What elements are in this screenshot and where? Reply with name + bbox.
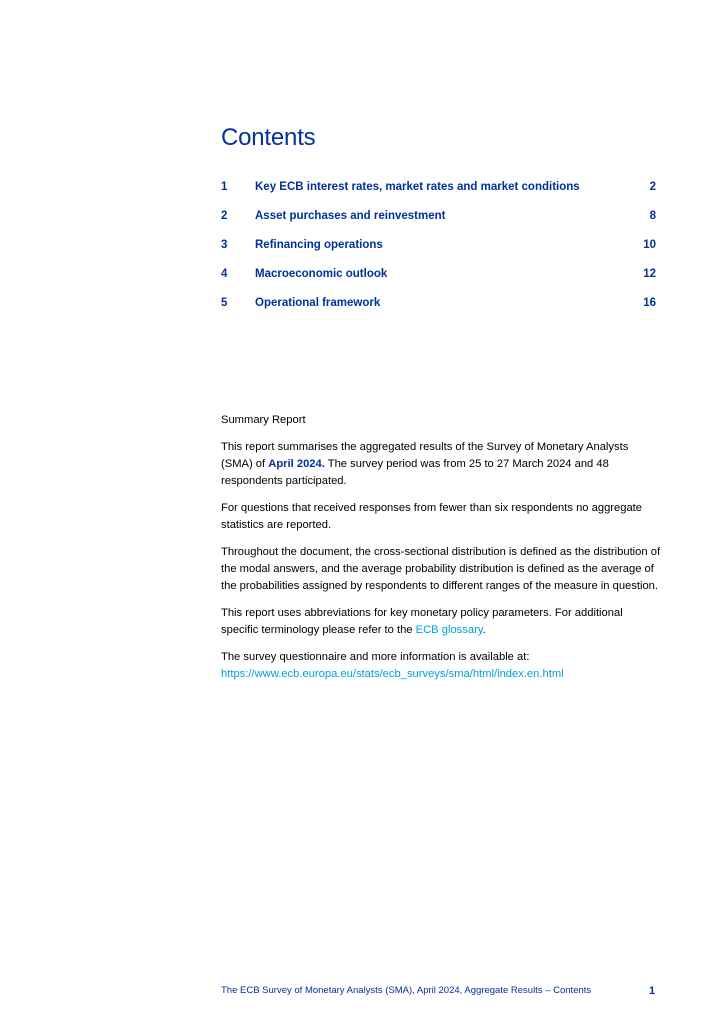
toc-entry-number: 1 [221, 181, 228, 193]
survey-url-link[interactable]: https://www.ecb.europa.eu/stats/ecb_surveys/sma/html/index.en.html [221, 668, 564, 680]
toc-entry-page: 12 [643, 268, 656, 280]
summary-paragraph-questionnaire [221, 649, 661, 683]
summary-paragraph-abbreviations [221, 605, 661, 639]
toc-entry-page: 8 [649, 210, 656, 222]
survey-month-highlight: April 2024. [268, 458, 325, 470]
summary-text: This report uses abbreviations for key monetary policy parameters. For additional specific terminology please refer to the [221, 607, 623, 636]
toc-entry[interactable] [221, 267, 656, 296]
summary-text: The survey period was from 25 to 27 March 2024 and 48 respondents participated. [221, 458, 609, 487]
toc-entry[interactable] [221, 180, 656, 209]
page-number: 1 [649, 985, 656, 997]
summary-section [221, 412, 661, 693]
toc-entry[interactable] [221, 209, 656, 238]
summary-paragraph-survey [221, 439, 661, 490]
toc-entry-number: 5 [221, 297, 228, 309]
summary-paragraph-distribution: Throughout the document, the cross-sectional distribution is defined as the distribution of the modal answers, and the average probability distribution is defined as the average of the probabilities assigned by respondents to different ranges of the measure in question. [221, 546, 661, 592]
ecb-glossary-link[interactable]: ECB glossary [415, 624, 483, 636]
toc-entry-label[interactable]: Key ECB interest rates, market rates and market conditions [255, 181, 580, 193]
toc-entry-label[interactable]: Macroeconomic outlook [255, 268, 388, 280]
toc-entry-label[interactable]: Refinancing operations [255, 239, 383, 251]
summary-text: . [482, 624, 486, 636]
toc-entry[interactable] [221, 296, 656, 325]
toc-entry-number: 3 [221, 239, 228, 251]
summary-heading: Summary Report [221, 414, 306, 426]
toc-entry-label[interactable]: Operational framework [255, 297, 381, 309]
toc-entry-number: 4 [221, 268, 228, 280]
page-title: Contents [221, 124, 316, 151]
toc-entry-page: 10 [643, 239, 656, 251]
toc-entry-number: 2 [221, 210, 228, 222]
summary-paragraph-threshold: For questions that received responses from fewer than six respondents no aggregate statistics are reported. [221, 502, 643, 531]
toc-entry-label[interactable]: Asset purchases and reinvestment [255, 210, 446, 222]
summary-text: The survey questionnaire and more information is available at: [221, 651, 530, 663]
toc-entry[interactable] [221, 238, 656, 267]
page-footer: The ECB Survey of Monetary Analysts (SMA), April 2024, Aggregate Results – Contents [221, 985, 592, 996]
toc-entry-page: 2 [649, 181, 656, 193]
table-of-contents [221, 180, 656, 325]
summary-text: This report summarises the aggregated results of the Survey of Monetary Analysts (SMA) of [221, 441, 629, 470]
toc-entry-page: 16 [643, 297, 656, 309]
